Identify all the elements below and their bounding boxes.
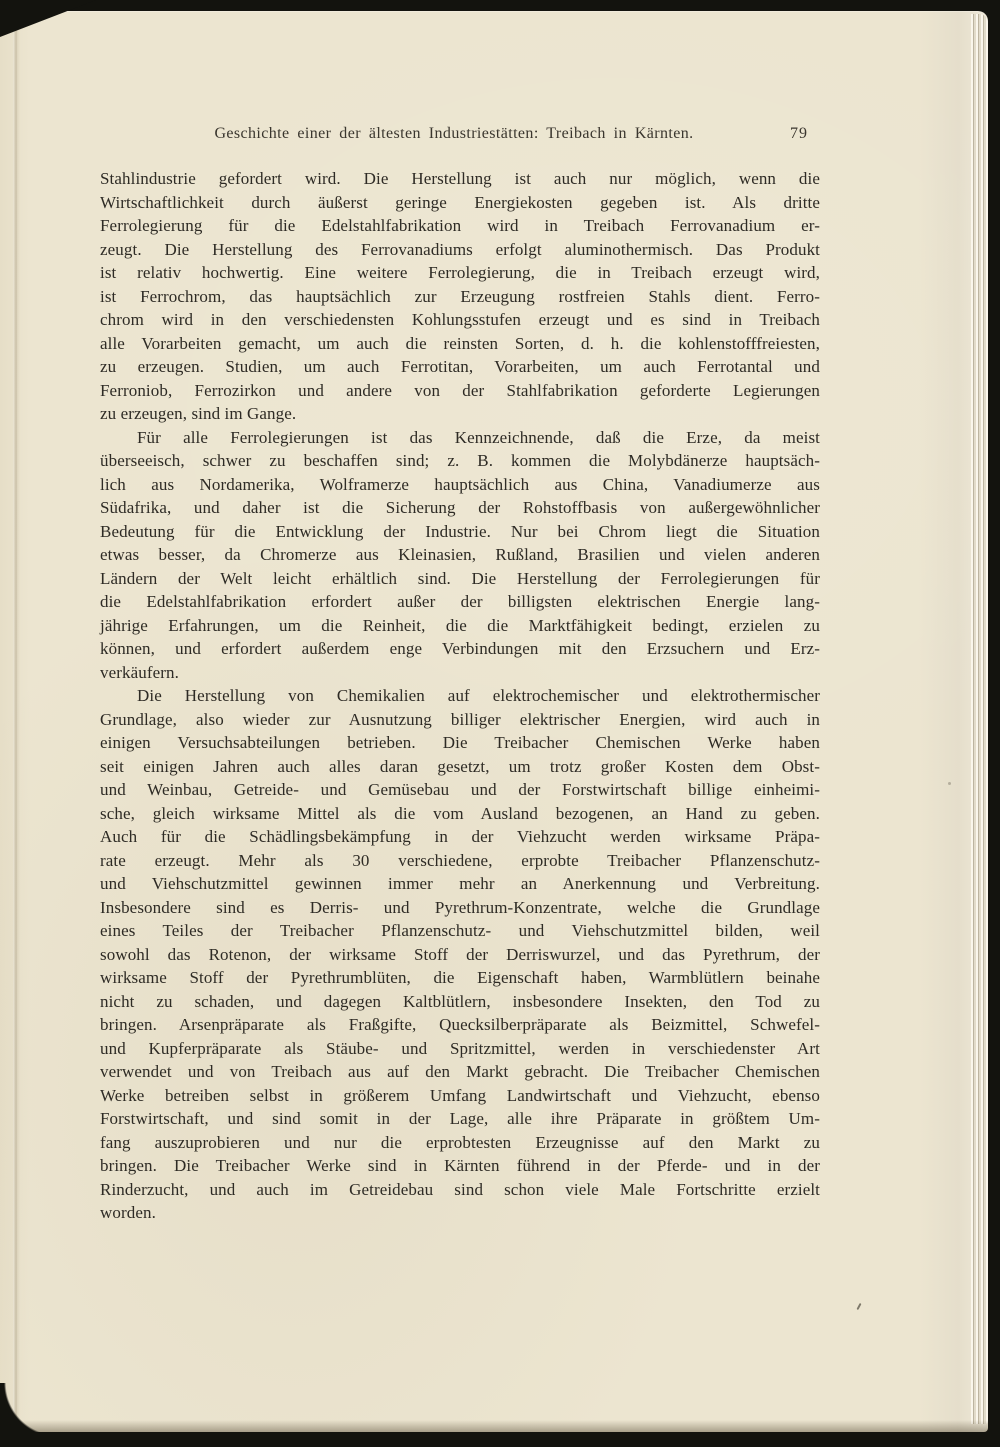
text-line: Werke betreiben selbst in größerem Umfang Landwirtschaft und Viehzucht, ebenso — [100, 1085, 820, 1105]
paragraph — [100, 684, 820, 1225]
text-line: Wirtschaftlichkeit durch äußerst geringe Energiekosten gegeben ist. Als dritte — [100, 192, 820, 212]
text-line: zu erzeugen. Studien, um auch Ferrotitan, Vorarbeiten, um auch Ferrotantal und — [100, 357, 820, 376]
text-line: Südafrika, und daher ist die Sicherung der Rohstoffbasis von außergewöhnlicher — [100, 498, 820, 517]
text-line: eines Teiles der Treibacher Pflanzenschutz- und Viehschutzmittel bilden, weil — [100, 921, 820, 940]
text-line: zeugt. Die Herstellung des Ferrovanadiums erfolgt aluminothermisch. Das Produkt — [100, 239, 820, 259]
text-line: alle Vorarbeiten gemacht, um auch die reinsten Sorten, d. h. die kohlenstofffreiesten, — [100, 333, 820, 353]
text-line: Insbesondere sind es Derris- und Pyrethrum-Konzentrate, welche die Grundlage — [100, 897, 820, 917]
text-line: Rinderzucht, und auch im Getreidebau sind schon viele Male Fortschritte erzielt — [100, 1179, 820, 1199]
text-line: Ferroniob, Ferrozirkon und andere von der Stahlfabrikation geforderte Legierungen — [100, 380, 820, 400]
page-edge-stripes — [971, 14, 988, 1424]
text-line: Forstwirtschaft, und sind somit in der Lage, alle ihre Präparate in größtem Um- — [100, 1109, 820, 1128]
text-line: verkäufern. — [100, 662, 179, 682]
text-line: fang auszuprobieren und nur die erprobtesten Erzeugnisse auf den Markt zu — [100, 1132, 820, 1152]
text-line: Ferrolegierung für die Edelstahlfabrikation wird in Treibach Ferrovanadium er- — [100, 216, 820, 235]
text-line: und Viehschutzmittel gewinnen immer mehr an Anerkennung und Verbreitung. — [100, 874, 820, 893]
text-line: lich aus Nordamerika, Wolframerze hauptsächlich aus China, Vanadiumerze aus — [100, 474, 820, 494]
running-header — [100, 125, 808, 143]
text-line: zu erzeugen, sind im Gange. — [100, 404, 297, 423]
text-line: wirksame Stoff der Pyrethrumblüten, die Eigenschaft haben, Warmblütlern beinahe — [100, 968, 820, 987]
text-line: worden. — [100, 1203, 156, 1222]
text-line: ist Ferrochrom, das hauptsächlich zur Erzeugung rostfreien Stahls dient. Ferro- — [100, 286, 820, 306]
page-number: 79 — [790, 125, 808, 142]
text-line: Für alle Ferrolegierungen ist das Kennzeichnende, daß die Erze, da meist — [137, 427, 820, 447]
text-line: Bedeutung für die Entwicklung der Industrie. Nur bei Chrom liegt die Situation — [100, 521, 820, 541]
text-line: einigen Versuchsabteilungen betrieben. Die Treibacher Chemischen Werke haben — [100, 733, 820, 752]
text-line: sowohl das Rotenon, der wirksame Stoff der Derriswurzel, und das Pyrethrum, der — [100, 944, 820, 964]
text-line: bringen. Die Treibacher Werke sind in Kärnten führend in der Pferde- und in der — [100, 1156, 820, 1175]
paper-speck — [948, 782, 951, 785]
text-line: verwendet und von Treibach aus auf den Markt gebracht. Die Treibacher Chemischen — [100, 1062, 820, 1081]
text-line: Stahlindustrie gefordert wird. Die Herstellung ist auch nur möglich, wenn die — [100, 169, 820, 188]
text-line: chrom wird in den verschiedensten Kohlungsstufen erzeugt und es sind in Treibach — [100, 310, 820, 329]
text-line: und Weinbau, Getreide- und Gemüsebau und der Forstwirtschaft billige einheimi- — [100, 780, 820, 799]
paragraph — [100, 167, 820, 426]
text-line: Grundlage, also wieder zur Ausnutzung billiger elektrischer Energien, wird auch in — [100, 709, 820, 729]
text-line: bringen. Arsenpräparate als Fraßgifte, Quecksilberpräparate als Beizmittel, Schwefel- — [100, 1015, 820, 1034]
paragraph — [100, 426, 820, 685]
text-line: können, und erfordert außerdem enge Verbindungen mit den Erzsuchern und Erz- — [100, 639, 820, 658]
running-title: Geschichte einer der ältesten Industriestätten: Treibach in Kärnten. — [214, 125, 694, 142]
body-text — [100, 167, 820, 1225]
text-line: sche, gleich wirksame Mittel als die vom Ausland bezogenen, an Hand zu geben. — [100, 803, 820, 823]
text-line: nicht zu schaden, und dagegen Kaltblütlern, insbesondere Insekten, den Tod zu — [100, 991, 820, 1011]
text-line: jährige Erfahrungen, um die Reinheit, die die Marktfähigkeit bedingt, erzielen zu — [100, 615, 820, 635]
text-line: und Kupferpräparate als Stäube- und Spritzmittel, werden in verschiedenster Art — [100, 1038, 820, 1058]
text-line: Ländern der Welt leicht erhältlich sind. Die Herstellung der Ferrolegierungen für — [100, 568, 820, 588]
scan-corner-shadow-bottom-left — [0, 1383, 58, 1447]
text-line: Auch für die Schädlingsbekämpfung in der Viehzucht werden wirksame Präpa- — [100, 827, 820, 846]
text-line: die Edelstahlfabrikation erfordert außer der billigsten elektrischen Energie lang- — [100, 592, 820, 611]
text-line: rate erzeugt. Mehr als 30 verschiedene, erprobte Treibacher Pflanzenschutz- — [100, 850, 820, 870]
gutter-crease — [13, 11, 20, 1432]
text-line: ist relativ hochwertig. Eine weitere Ferrolegierung, die in Treibach erzeugt wird, — [100, 263, 820, 282]
text-line: etwas besser, da Chromerze aus Kleinasien, Rußland, Brasilien und vielen anderen — [100, 545, 820, 564]
text-line: seit einigen Jahren auch alles daran gesetzt, um trotz großer Kosten dem Obst- — [100, 756, 820, 776]
text-line: überseeisch, schwer zu beschaffen sind; z. B. kommen die Molybdänerze hauptsäch- — [100, 451, 820, 470]
text-line: Die Herstellung von Chemikalien auf elektrochemischer und elektrothermischer — [137, 686, 820, 705]
